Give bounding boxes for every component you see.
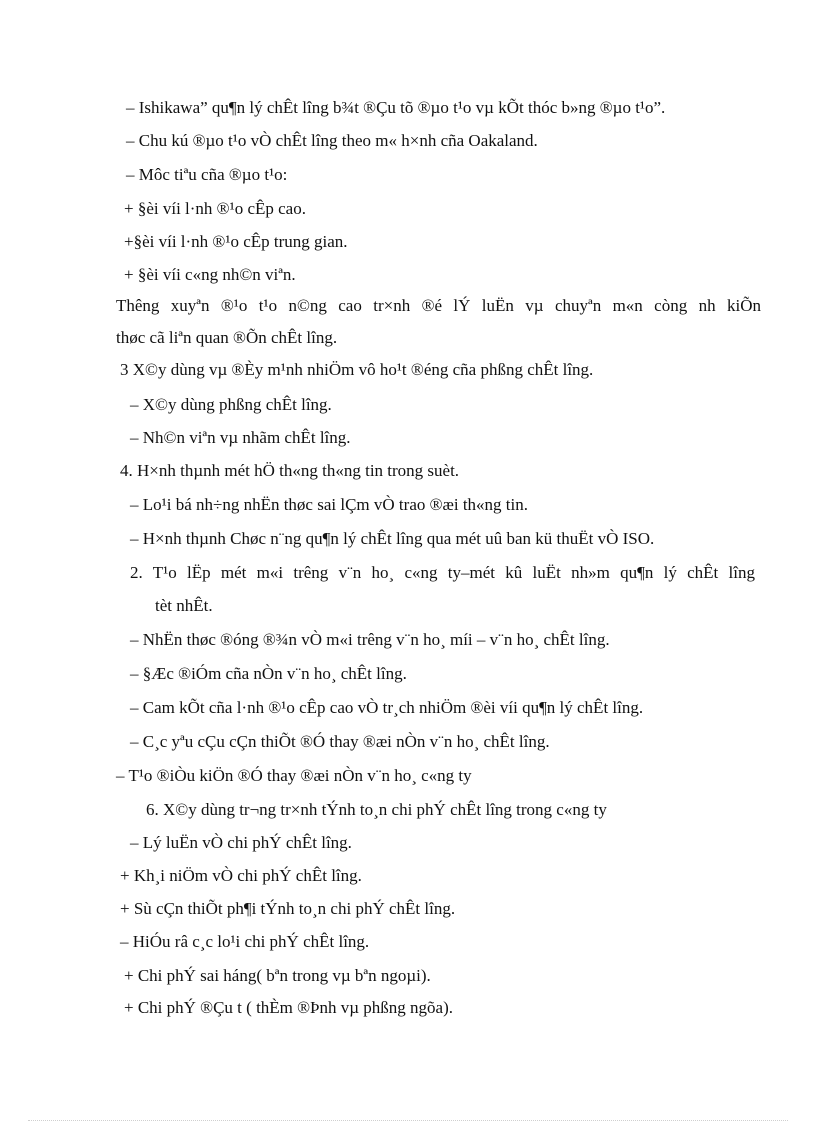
- text-line: – NhËn thøc ®óng ®¾n vÒ m«i trêng v¨n ho¸ míi – v¨n ho¸ chÊt lîng.: [130, 630, 610, 649]
- text-line: – Chu kú ®µo t¹o vÒ chÊt lîng theo m« h×nh cña Oakaland.: [126, 131, 538, 150]
- text-line: – Môc tiªu cña ®µo t¹o:: [126, 165, 288, 184]
- text-line: + Kh¸i niÖm vÒ chi phÝ chÊt lîng.: [120, 866, 362, 885]
- paragraph-line: Thêng xuyªn ®¹o t¹o n©ng cao tr×nh ®é lÝ luËn vµ chuyªn m«n còng nh kiÕn: [116, 296, 761, 315]
- section-heading: 3 X©y dùng vµ ®Èy m¹nh nhiÖm vô ho¹t ®éng cña phßng chÊt lîng.: [120, 360, 594, 379]
- text-line: – §Æc ®iÓm cña nÒn v¨n ho¸ chÊt lîng.: [130, 664, 407, 683]
- text-line: – C¸c yªu cÇu cÇn thiÕt ®Ó thay ®æi nÒn v¨n ho¸ chÊt lîng.: [130, 732, 550, 751]
- text-line: tèt nhÊt.: [155, 596, 213, 615]
- text-line: – T¹o ®iÒu kiÖn ®Ó thay ®æi nÒn v¨n ho¸ c«ng ty: [116, 766, 472, 785]
- text-line: – X©y dùng phßng chÊt lîng.: [130, 395, 332, 414]
- text-line: – Cam kÕt cña l·nh ®¹o cÊp cao vÒ tr¸ch nhiÖm ®èi víi qu¶n lý chÊt lîng.: [130, 698, 644, 717]
- text-line: – Lý luËn vÒ chi phÝ chÊt lîng.: [130, 833, 352, 852]
- text-line: +§èi víi l·nh ®¹o cÊp trung gian.: [124, 232, 348, 251]
- text-line: thøc cã liªn quan ®Õn chÊt lîng.: [116, 328, 338, 347]
- section-heading: 6. X©y dùng tr¬ng tr×nh tÝnh to¸n chi phÝ chÊt lîng trong c«ng ty: [146, 800, 607, 819]
- text-line: – Nh©n viªn vµ nhãm chÊt lîng.: [130, 428, 351, 447]
- text-line: + Sù cÇn thiÕt ph¶i tÝnh to¸n chi phÝ chÊt lîng.: [120, 899, 456, 918]
- text-line: – Ishikawa” qu¶n lý chÊt lîng b¾t ®Çu tõ ®µo t¹o vµ kÕt thóc b»ng ®µo t¹o”.: [126, 98, 666, 117]
- text-line: – HiÓu râ c¸c lo¹i chi phÝ chÊt lîng.: [120, 932, 370, 951]
- section-heading: 2. T¹o lËp mét m«i trêng v¨n ho¸ c«ng ty–mét kû luËt nh»m qu¶n lý chÊt lîng: [130, 563, 755, 582]
- text-line: + Chi phÝ ®Çu t ( thÈm ®Þnh vµ phßng ngõa).: [124, 998, 454, 1017]
- text-line: + Chi phÝ sai háng( bªn trong vµ bªn ngoµi).: [124, 966, 431, 985]
- text-line: + §èi víi c«ng nh©n viªn.: [124, 265, 296, 284]
- text-line: – H×nh thµnh Chøc n¨ng qu¶n lý chÊt lîng qua mét uû ban kü thuËt vÒ ISO.: [130, 529, 655, 548]
- section-heading: 4. H×nh thµnh mét hÖ th«ng th«ng tin trong suèt.: [120, 461, 460, 480]
- text-line: – Lo¹i bá nh÷ng nhËn thøc sai lÇm vÒ trao ®æi th«ng tin.: [130, 495, 529, 514]
- page-bottom-rule: [28, 1120, 788, 1121]
- text-line: + §èi víi l·nh ®¹o cÊp cao.: [124, 199, 306, 218]
